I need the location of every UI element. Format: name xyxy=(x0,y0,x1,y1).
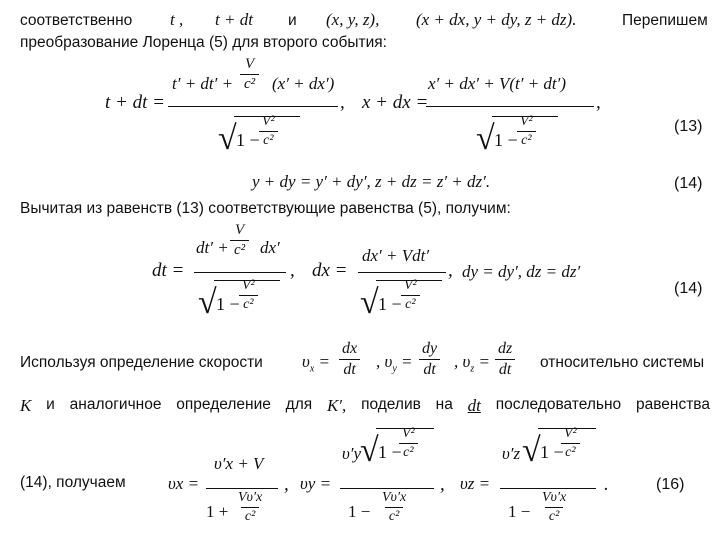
eq14b-fraction-bar-dt xyxy=(194,272,286,273)
text-line-vychitaya: Вычитая из равенств (13) соответствующие равенства (5), получим: xyxy=(20,200,511,217)
dx-over-dt: $\frac{dx}{dt}$ xyxy=(338,340,361,379)
word-i: и xyxy=(288,12,297,29)
eq16-period: . xyxy=(604,474,609,495)
eq13-num-t: t′ + dt′ + xyxy=(172,74,234,93)
eq16-vz-sqrt: √ 1 − $\frac{\text{V²}}{\text{c²}}$ xyxy=(526,424,596,480)
eq13-xdx-paren: (x′ + dx′) xyxy=(272,74,335,93)
eq14b-comma-2: , xyxy=(448,260,453,281)
text-line-2: преобразование Лоренца (5) для второго события: xyxy=(20,34,387,51)
math-t-plus-dt: t + dt xyxy=(215,10,253,29)
eq13-comma-2: , xyxy=(596,92,601,113)
eq13-sqrt-x: √ 1 − $\frac{\text{V²}}{\text{c²}}$ xyxy=(480,110,560,166)
eq16-vy-bar xyxy=(340,488,434,489)
vz-symbol: , $\upsilon_z$ = xyxy=(454,352,490,375)
eq16-vy-den-frac: $\frac{V\upsilon'x}{\text{c²}}$ xyxy=(382,490,407,524)
eq16-vz-den-frac: $\frac{V\upsilon'x}{\text{c²}}$ xyxy=(542,490,567,524)
eq14b-dx: dx′ xyxy=(260,238,280,257)
eq13-fraction-bar-t xyxy=(168,106,338,107)
eq13-num-x: x′ + dx′ + V(t′ + dt′) xyxy=(428,74,567,93)
eq16-one-plus: 1 + xyxy=(206,502,229,521)
eq14b-comma-1: , xyxy=(290,260,295,281)
eq16-vx-den-frac: $\frac{V\upsilon'x}{\text{c²}}$ xyxy=(238,490,263,524)
eq16-comma-2: , xyxy=(440,474,445,495)
eq14b-v-over-c2: $\frac{V}{\text{c²}}$ xyxy=(230,222,249,259)
word-perepishem: Перепишем xyxy=(622,12,708,29)
eq16-vz-bar xyxy=(500,488,596,489)
eq13-sqrt-t: √ 1 − $\frac{\text{V²}}{\text{c²}}$ xyxy=(222,110,302,166)
eq14b-num-dt: dt′ + xyxy=(196,238,229,257)
eq13-comma-1: , xyxy=(340,92,345,113)
eq14b-number: (14) xyxy=(674,280,703,297)
equation-14b xyxy=(0,222,720,334)
eq16-vy-one-minus: 1 − xyxy=(348,502,371,521)
eq16-vy-num: υ′y xyxy=(342,444,362,463)
equation-13 xyxy=(0,56,720,170)
eq16-vz-lhs: υz = xyxy=(460,474,491,493)
eq16-comma-1: , xyxy=(284,474,289,495)
math-t: t , xyxy=(170,10,184,29)
ispolzuya-text: Используя определение скорости xyxy=(20,354,263,371)
text-line-1 xyxy=(20,10,710,34)
text-line-ispolzuya xyxy=(20,340,710,386)
eq14b-sqrt-dt: √ 1 − $\frac{\text{V²}}{\text{c²}}$ xyxy=(202,274,282,330)
text-line-k: K и аналогичное определение для K′, поделив на dt последовательно равенства xyxy=(20,396,710,415)
ispolzuya-tail: относительно системы xyxy=(540,354,705,371)
eq16-vx-lhs: υx = xyxy=(168,474,200,493)
eq14b-fraction-bar-dx xyxy=(358,272,446,273)
eq16-vz-one-minus: 1 − xyxy=(508,502,531,521)
eq14a-number: (14) xyxy=(674,175,703,192)
vx-symbol: $\upsilon_x$ = xyxy=(302,352,330,375)
eq14b-sqrt-dx: √ 1 − $\frac{\text{V²}}{\text{c²}}$ xyxy=(364,274,444,330)
math-xyz: (x, y, z), xyxy=(326,10,380,29)
dy-over-dt: $\frac{dy}{dt}$ xyxy=(418,340,441,379)
eq16-vy-sqrt: √ 1 − $\frac{\text{V²}}{\text{c²}}$ xyxy=(364,424,434,480)
word-sootvetstvenno: соответственно xyxy=(20,12,133,29)
equation-16 xyxy=(0,424,720,536)
eq16-vx-bar xyxy=(206,488,278,489)
eq16-vx-num: υ′x + V xyxy=(214,454,264,473)
eq14b-lhs-dt: dt = xyxy=(152,260,185,281)
eq16-intro: (14), получаем xyxy=(20,474,126,491)
eq13-lhs-t: t + dt = xyxy=(105,92,165,113)
vy-symbol: , $\upsilon_y$ = xyxy=(376,352,413,375)
eq16-number: (16) xyxy=(656,476,685,493)
eq14a: y + dy = y′ + dy′, z + dz = z′ + dz′. xyxy=(252,172,491,191)
eq14b-num-dx: dx′ + Vdt′ xyxy=(362,246,430,265)
math-xdx: (x + dx, y + dy, z + dz). xyxy=(416,10,577,29)
eq16-vz-num: υ′z xyxy=(502,444,521,463)
eq16-vy-lhs: υy = xyxy=(300,474,332,493)
eq14b-rest: dy = dy′, dz = dz′ xyxy=(462,262,581,281)
eq13-lhs-x: x + dx = xyxy=(362,92,429,113)
eq13-v-over-c2: $\frac{V}{\text{c²}}$ xyxy=(240,56,259,93)
eq14b-lhs-dx: dx = xyxy=(312,260,348,281)
eq13-number: (13) xyxy=(674,118,703,135)
eq13-fraction-bar-x xyxy=(426,106,594,107)
dz-over-dt: $\frac{dz}{dt}$ xyxy=(494,340,516,379)
